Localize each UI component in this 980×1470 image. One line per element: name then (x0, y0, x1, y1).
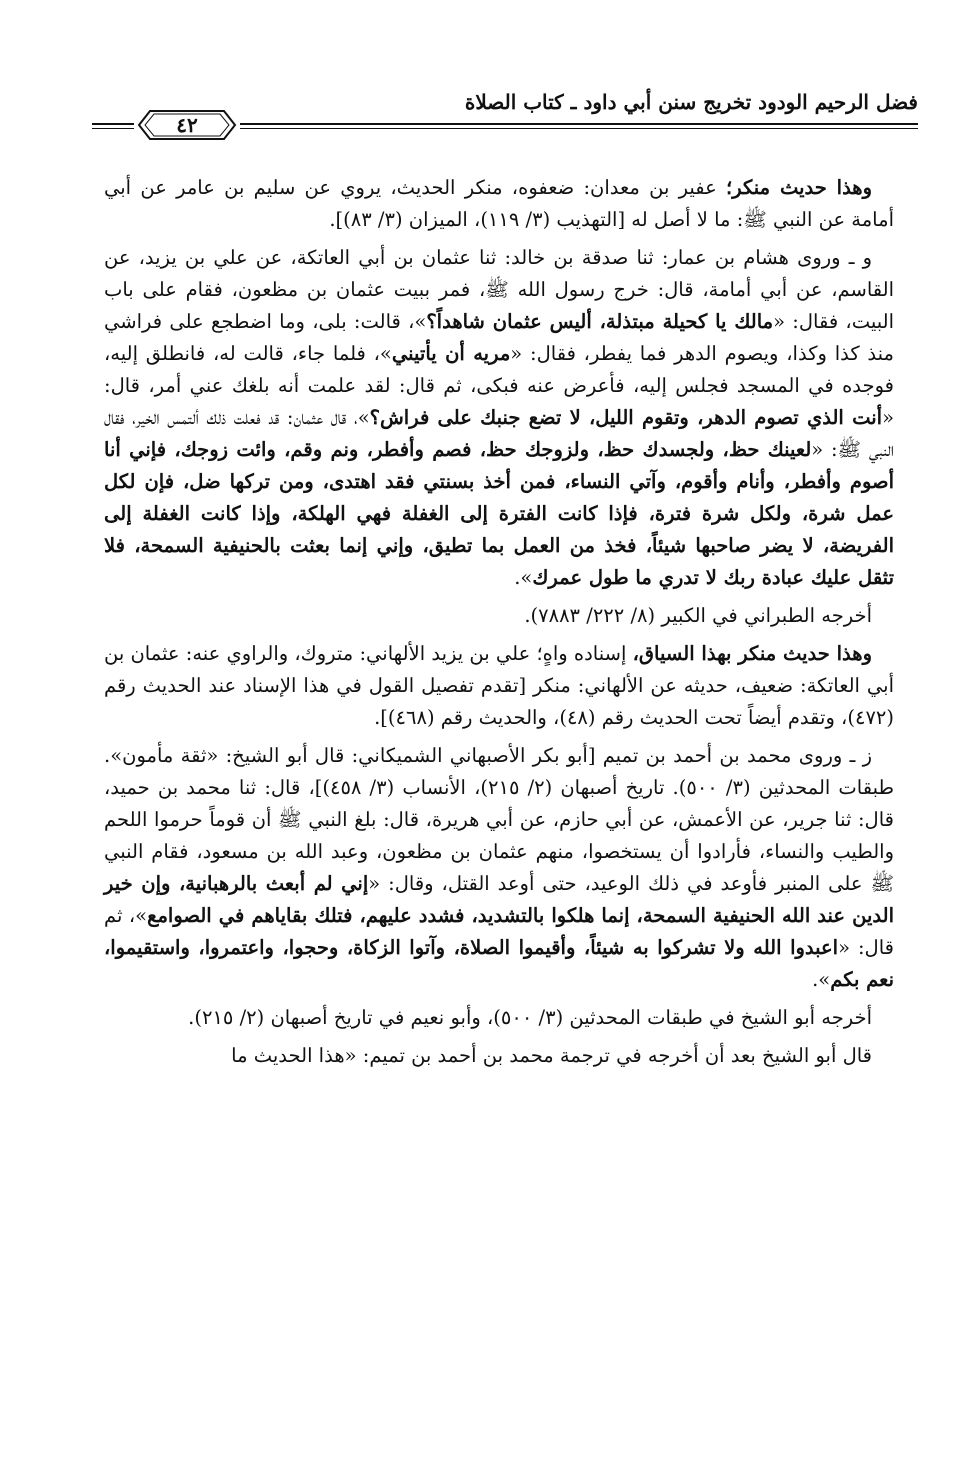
bold-text-run: مريه أن يأتيني (391, 342, 511, 365)
text-run: قال أبو الشيخ بعد أن أخرجه في ترجمة محمد بن أحمد بن تميم: «هذا الحديث ما (231, 1044, 872, 1067)
running-title: فضل الرحيم الودود تخريج سنن أبي داود ـ كتاب الصلاة (464, 90, 918, 114)
text-run: »، ثم قال: « (104, 904, 894, 959)
header-rule-left-top (92, 123, 134, 125)
text-run: ز ـ وروى محمد بن أحمد بن تميم [أبو بكر الأصبهاني الشميكاني: قال أبو الشيخ: «ثقة مأمون». طبقات المحدثين (٣/ ٥٠٠). تاريخ أصبهان (٢/ ٢١٥)، الأنساب (٣/ ٤٥٨)]، قال: ثنا محمد بن حميد، قال: ثنا جرير، عن الأعمش، عن أبي حازم، عن أبي هريرة، قال: بلغ النبي ﷺ أن قوماً حرموا اللحم والطيب والنساء، فأرادوا أن يستخصوا، منهم عثمان بن مظعون، وعبد الله بن مسعود، فقام النبي ﷺ على المنبر فأوعد في ذلك الوعيد، حتى أوعد القتل، وقال: « (104, 744, 895, 895)
paragraph (104, 172, 894, 236)
paragraph (104, 600, 894, 632)
text-run: ». (812, 968, 831, 991)
text-run: أخرجه الطبراني في الكبير (٨/ ٢٢٢/ ٧٨٨٣). (524, 604, 872, 627)
bold-text-run: وهذا حديث منكر؛ (726, 176, 873, 199)
bold-text-run: أنت الذي تصوم الدهر، وتقوم الليل، لا تضع جنبك على فراش؟ (369, 406, 883, 429)
paragraph (104, 1040, 894, 1072)
page-header (92, 88, 918, 148)
header-rule-bottom (240, 128, 918, 129)
text-run: »، فلما جاء، قالت له، فانطلق إليه، فوجده في المسجد فجلس إليه، فأعرض عنه فبكى، ثم قال: لقد علمت أنه بلغك عني أمر، قال: « (104, 342, 895, 429)
paragraph (104, 242, 894, 594)
text-run: إسناده واهٍ؛ علي بن يزيد الألهاني: متروك، والراوي عنه: عثمان بن أبي العاتكة: ضعيف، حديثه عن الألهاني: منكر [تقدم تفصيل القول في هذا الإسناد عند الحديث رقم (٤٧٢)، وتقدم أيضاً تحت الحديث رقم (٤٨)، والحديث رقم (٤٦٨)]. (104, 642, 894, 729)
text-run: و ـ وروى هشام بن عمار: ثنا صدقة بن خالد: ثنا عثمان بن أبي العاتكة، عن علي بن يزيد، عن القاسم، عن أبي أمامة، قال: خرج رسول الله ﷺ، فمر ببيت عثمان بن مظعون، فقام على باب البيت، فقال: « (104, 246, 894, 333)
header-rule-top (240, 123, 918, 125)
paragraph (104, 638, 894, 734)
paragraph (104, 1002, 894, 1034)
page-body (104, 172, 894, 1078)
page-number: ٤٢ (176, 113, 198, 137)
bold-text-run: لعينك حظ، ولجسدك حظ، ولزوجك حظ، فصم وأفطر، ونم وقم، وائت زوجك، فإني أنا أصوم وأفطر، وأنام وأقوم، وآتي النساء، فمن أخذ بسنتي فقد اهتدى، ومن تركها ضل، فإن لكل عمل شرة، ولكل شرة فترة، فإذا كانت الفترة إلى الغفلة فهي الهلكة، وإذا كانت الغفلة إلى الفريضة، لا يضر صاحبها شيئاً، فخذ من العمل بما تطيق، وإني إنما بعثت بالحنيفية السمحة، فلا تثقل عليك عبادة ربك لا تدري ما طول عمرك (104, 438, 894, 589)
paragraph (104, 740, 894, 996)
bold-text-run: اعبدوا الله ولا تشركوا به شيئاً، وأقيموا الصلاة، وآتوا الزكاة، وحجوا، واعتمروا، واستقيموا، نعم بكم (104, 936, 894, 991)
bold-text-run: وهذا حديث منكر بهذا السياق، (632, 642, 872, 665)
bold-text-run: مالك يا كحيلة مبتذلة، أليس عثمان شاهداً؟ (426, 310, 774, 333)
text-run: ». (514, 566, 533, 589)
text-run: »، قال عثمان: قد فعلت ذلك ألتمس الخير، فقال النبي ﷺ: « (104, 406, 894, 461)
page-number-badge (136, 108, 238, 142)
text-run: عفير بن معدان: ضعفوه، منكر الحديث، يروي عن سليم بن عامر عن أبي أمامة عن النبي ﷺ: ما لا أصل له [التهذيب (٣/ ١١٩)، الميزان (٣/ ٨٣)]. (104, 176, 894, 231)
header-rule-left-bottom (92, 128, 134, 129)
text-run: أخرجه أبو الشيخ في طبقات المحدثين (٣/ ٥٠٠)، وأبو نعيم في تاريخ أصبهان (٢/ ٢١٥). (188, 1006, 872, 1029)
bold-text-run: إني لم أبعث بالرهبانية، وإن خير الدين عند الله الحنيفية السمحة، إنما هلكوا بالتشديد، فشدد عليهم، فتلك بقاياهم في الصوامع (104, 872, 894, 927)
text-run: »، قالت: بلى، وما اضطجع على فراشي منذ كذا وكذا، ويصوم الدهر فما يفطر، فقال: « (104, 310, 894, 365)
